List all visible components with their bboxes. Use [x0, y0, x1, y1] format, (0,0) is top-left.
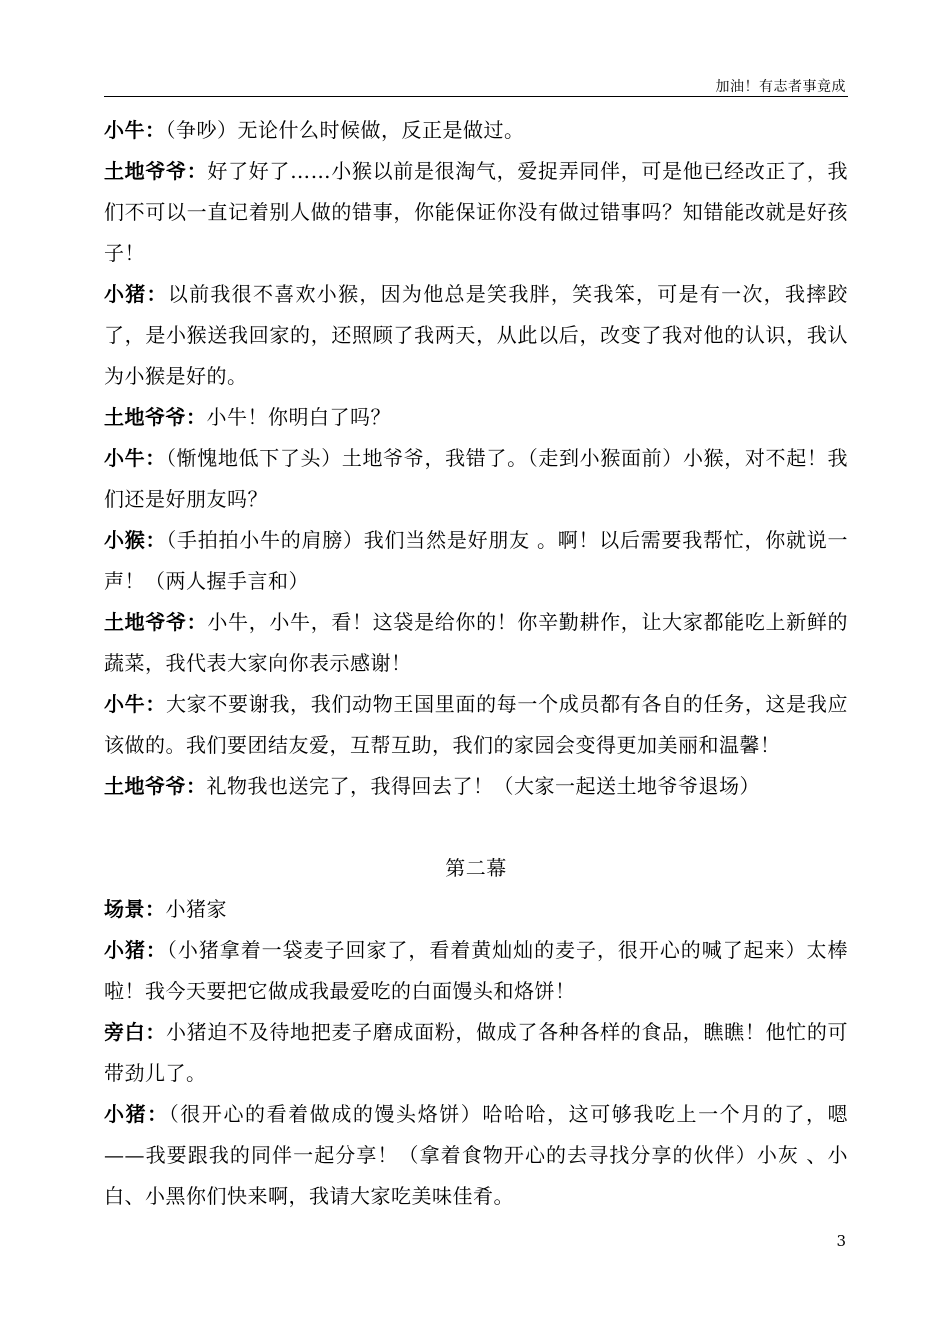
dialogue-text: 小牛，小牛，看！这袋是给你的！你辛勤耕作，让大家都能吃上新鲜的蔬菜，我代表大家向你表示感谢！: [104, 610, 849, 675]
dialogue-line: [104, 520, 848, 602]
document-body: [104, 110, 848, 1217]
dialogue-line: [104, 684, 848, 766]
speaker-label: 土地爷爷：: [104, 774, 207, 798]
speaker-label: 土地爷爷：: [104, 159, 208, 183]
dialogue-text: （手拍拍小牛的肩膀）我们当然是好朋友 。啊！以后需要我帮忙，你就说一声！（两人握手言和）: [104, 528, 849, 593]
page-header-text: 加油！有志者事竟成: [715, 79, 846, 95]
speaker-label: 土地爷爷：: [104, 610, 208, 634]
dialogue-text: （小猪拿着一袋麦子回家了，看着黄灿灿的麦子，很开心的喊了起来）太棒啦！我今天要把它做成我最爱吃的白面馒头和烙饼！: [104, 938, 849, 1003]
dialogue-line: [104, 930, 848, 1012]
dialogue-text: （很开心的看着做成的馒头烙饼）哈哈哈，这可够我吃上一个月的了，嗯——我要跟我的同伴一起分享！（拿着食物开心的去寻找分享的伙伴）小灰 、小白、小黑你们快来啊，我请大家吃美味佳肴。: [104, 1102, 849, 1208]
speaker-label: 小牛：: [104, 118, 166, 142]
speaker-label: 小牛：: [104, 692, 167, 716]
speaker-label: 小猪：: [104, 1102, 169, 1126]
dialogue-text: （争吵）无论什么时候做，反正是做过。: [165, 118, 525, 142]
dialogue-line: [104, 602, 848, 684]
dialogue-line: [104, 110, 848, 151]
dialogue-text: 小牛！你明白了吗？: [206, 405, 391, 429]
speaker-label: 小牛：: [104, 446, 166, 470]
dialogue-text: 小猪家: [165, 897, 227, 921]
dialogue-text: （惭愧地低下了头）土地爷爷，我错了。（走到小猴面前）小猴，对不起！我们还是好朋友吗？: [104, 446, 849, 511]
dialogue-line: [104, 274, 848, 397]
scene-title: 第二幕: [445, 856, 507, 880]
dialogue-text: 礼物我也送完了，我得回去了！（大家一起送土地爷爷退场）: [206, 774, 760, 798]
speaker-label: 场景：: [104, 897, 166, 921]
dialogue-line: [104, 438, 848, 520]
dialogue-text: 大家不要谢我，我们动物王国里面的每一个成员都有各自的任务，这是我应该做的。我们要团结友爱，互帮互助，我们的家园会变得更加美丽和温馨！: [104, 692, 849, 757]
dialogue-line: [104, 1094, 848, 1217]
dialogue-line: [104, 397, 848, 438]
page-number: 3: [836, 1232, 846, 1250]
dialogue-text: 小猪迫不及待地把麦子磨成面粉，做成了各种各样的食品，瞧瞧！他忙的可带劲儿了。: [104, 1020, 849, 1085]
dialogue-line: [104, 766, 848, 807]
dialogue-line: [104, 151, 848, 274]
dialogue-text: 以前我很不喜欢小猴，因为他总是笑我胖，笑我笨，可是有一次，我摔跤了，是小猴送我回家的，还照顾了我两天，从此以后，改变了我对他的认识，我认为小猴是好的。: [104, 282, 849, 388]
dialogue-line: [104, 1012, 848, 1094]
dialogue-line: [104, 889, 848, 930]
speaker-label: 小猪：: [104, 282, 168, 306]
speaker-label: 土地爷爷：: [104, 405, 207, 429]
speaker-label: 旁白：: [104, 1020, 167, 1044]
header-divider: [104, 96, 848, 97]
speaker-label: 小猴：: [104, 528, 167, 552]
dialogue-text: 好了好了……小猴以前是很淘气，爱捉弄同伴，可是他已经改正了，我们不可以一直记着别人做的错事，你能保证你没有做过错事吗？知错能改就是好孩子！: [104, 159, 849, 265]
speaker-label: 小猪：: [104, 938, 167, 962]
blank-line: [104, 807, 848, 848]
